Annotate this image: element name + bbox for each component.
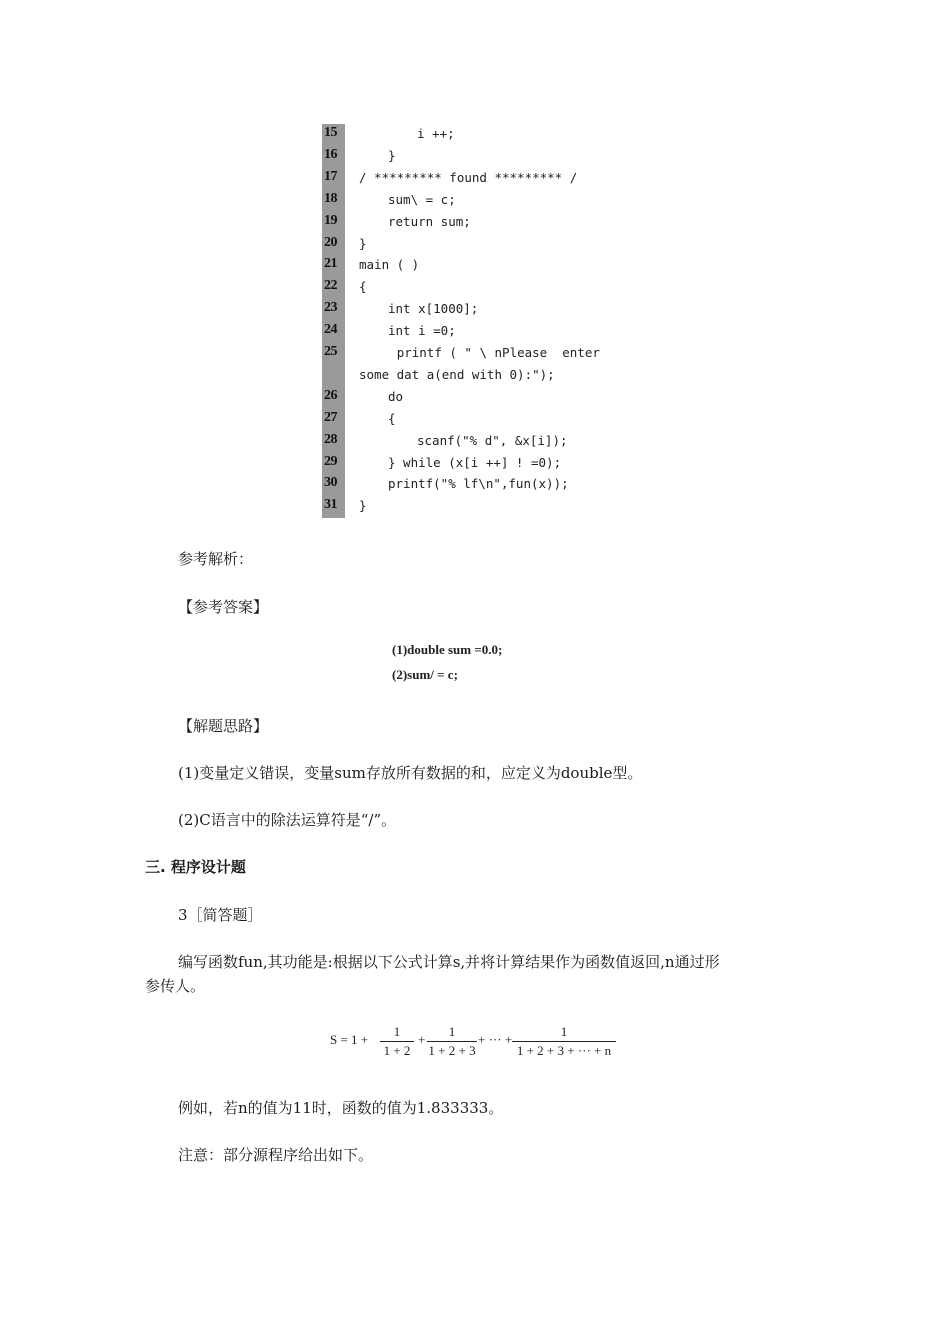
code-line — [322, 496, 622, 518]
approach-label: 【解题思路】 — [178, 717, 269, 735]
fraction-1-numerator: 1 — [380, 1024, 414, 1042]
code-line — [322, 431, 622, 453]
code-text: printf("% lf\n",fun(x)); — [388, 476, 569, 492]
line-number: 27 — [324, 409, 337, 425]
line-number: 16 — [324, 146, 337, 162]
code-text: { — [388, 410, 396, 426]
code-listing-image — [322, 124, 612, 519]
code-line — [322, 453, 622, 475]
answer-line-2: (2)sum/ = c; — [392, 667, 458, 682]
code-line — [322, 299, 622, 321]
question-text-line-1: 编写函数fun,其功能是:根据以下公式计算s,并将计算结果作为函数值返回,n通过形 — [178, 953, 720, 971]
section-title: 三. 程序设计题 — [145, 858, 246, 876]
approach-item-2: (2)C语言中的除法运算符是“/”。 — [178, 811, 397, 829]
code-line — [322, 234, 622, 256]
line-number: 19 — [324, 212, 337, 228]
line-number: 31 — [324, 497, 337, 513]
code-line — [322, 168, 622, 190]
line-number: 24 — [324, 322, 337, 338]
code-line — [322, 255, 622, 277]
code-text: int x[1000]; — [388, 301, 479, 317]
code-text: do — [388, 388, 404, 404]
code-text: scanf("% d", &x[i]); — [417, 432, 568, 448]
code-text: / ********* found ********* / — [359, 169, 578, 185]
formula-fraction-3 — [512, 1024, 616, 1059]
code-line — [322, 321, 622, 343]
fraction-1-denominator: 1 + 2 — [383, 1043, 411, 1058]
code-text: sum\ = c; — [388, 191, 456, 207]
question-text-line-2: 参传人。 — [145, 977, 206, 995]
line-number: 23 — [324, 300, 337, 316]
reference-answer-label: 【参考答案】 — [178, 598, 269, 616]
line-number: 15 — [324, 125, 337, 140]
line-number: 25 — [324, 344, 337, 359]
line-number: 17 — [324, 168, 337, 184]
formula-lhs: S = 1 + — [330, 1032, 369, 1047]
line-number: 29 — [324, 453, 337, 469]
code-line — [322, 343, 622, 365]
note-text: 注意：部分源程序给出如下。 — [178, 1146, 374, 1164]
code-line — [322, 212, 622, 234]
code-text: } while (x[i ++] ! =0); — [388, 454, 562, 470]
code-line — [322, 365, 622, 387]
code-text: } — [359, 235, 367, 251]
code-text: some dat a(end with 0):"); — [359, 366, 555, 382]
line-number: 18 — [324, 190, 337, 206]
code-line — [322, 409, 622, 431]
formula-fraction-2 — [427, 1024, 477, 1059]
line-number: 26 — [324, 387, 337, 403]
code-line — [322, 474, 622, 496]
fraction-2-numerator: 1 — [427, 1024, 477, 1042]
formula-plus: + — [418, 1032, 426, 1047]
code-line — [322, 190, 622, 212]
code-text: int i =0; — [388, 323, 456, 339]
formula-fraction-1 — [380, 1024, 414, 1059]
code-text: main ( ) — [359, 257, 420, 273]
line-number: 22 — [324, 278, 337, 294]
reference-analysis-label: 参考解析： — [178, 550, 254, 568]
code-line — [322, 387, 622, 409]
formula — [330, 1022, 620, 1058]
code-text: } — [388, 147, 396, 163]
code-text: i ++; — [417, 126, 455, 141]
code-line — [322, 124, 622, 146]
example-text: 例如，若n的值为11时，函数的值为1.833333。 — [178, 1099, 504, 1117]
line-number: 28 — [324, 431, 337, 447]
answer-line-1: (1)double sum =0.0; — [392, 642, 503, 657]
code-line — [322, 146, 622, 168]
code-line — [322, 277, 622, 299]
fraction-2-denominator: 1 + 2 + 3 — [428, 1043, 476, 1058]
code-text: { — [359, 279, 367, 295]
fraction-3-denominator: 1 + 2 + 3 + ··· + n — [516, 1043, 612, 1058]
code-text: printf ( " \ nPlease enter — [396, 345, 600, 360]
line-number: 20 — [324, 234, 337, 250]
line-number: 30 — [324, 475, 337, 491]
approach-item-1: (1)变量定义错误，变量sum存放所有数据的和，应定义为double型。 — [178, 764, 643, 782]
code-text: return sum; — [388, 213, 471, 229]
formula-ellipsis: + ··· + — [478, 1032, 513, 1047]
question-tag: 3［简答题］ — [178, 906, 263, 924]
fraction-3-numerator: 1 — [512, 1024, 616, 1042]
line-number: 21 — [324, 256, 337, 272]
code-text: } — [359, 498, 367, 514]
